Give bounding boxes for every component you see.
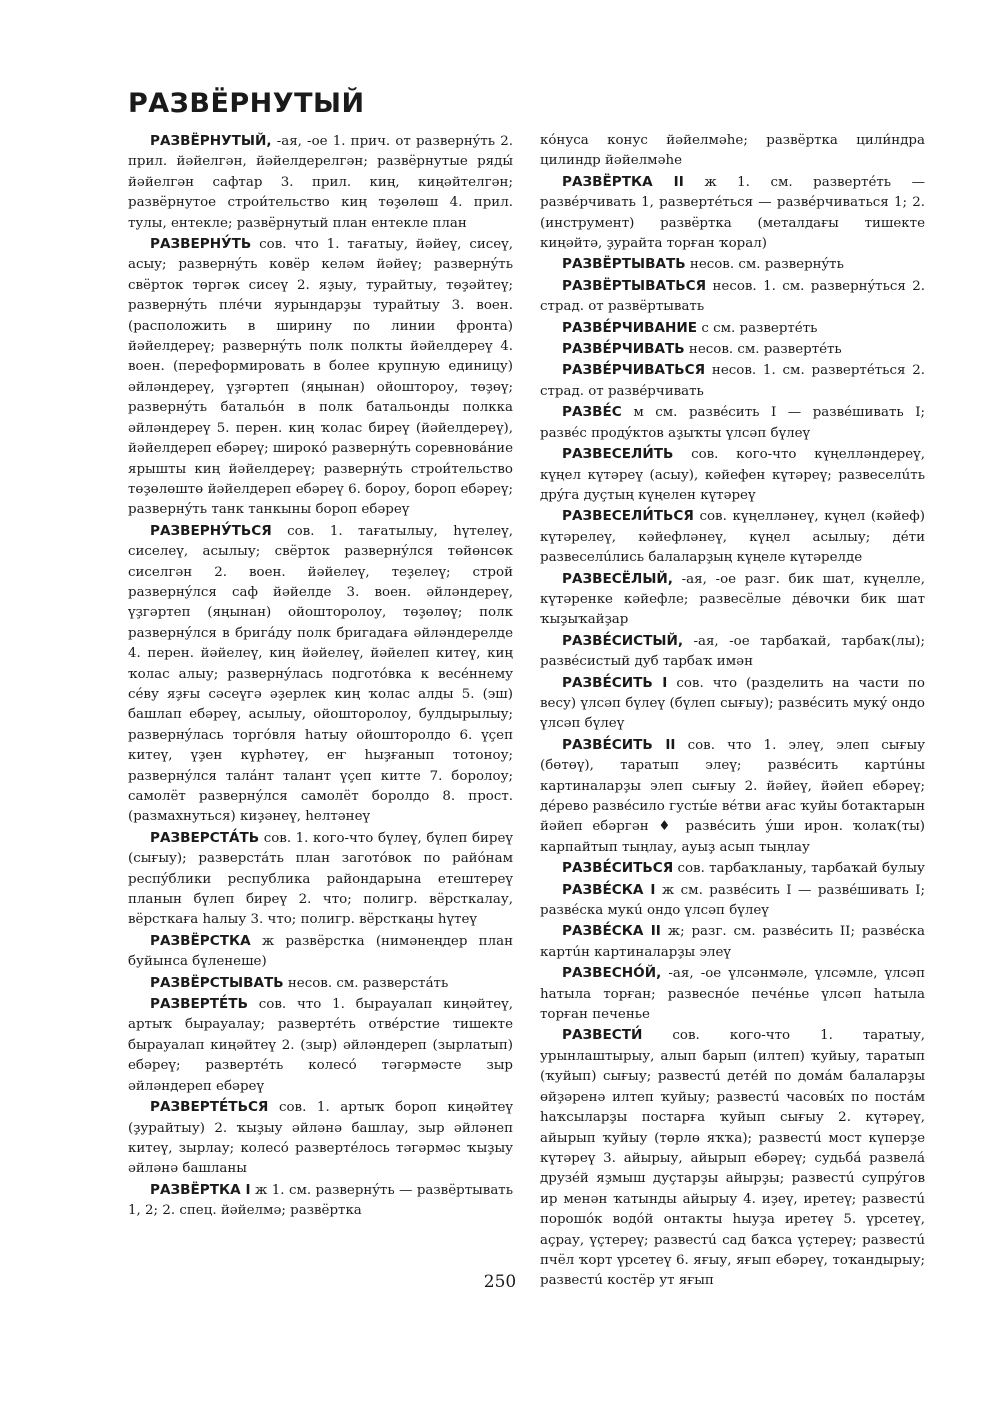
dictionary-entry [128, 931, 513, 973]
entry-definition: сов. кого-что күңелләндереү, күңел күтәреү (асыу), кәйефен күтәреү; развеселúть дрýга дуҫтың күңелен күтәреү [540, 447, 925, 503]
entry-definition: кóнуса конус йәйелмәһе; развёртка цили́ндра цилиндр йәйелмәһе [540, 133, 925, 169]
dictionary-entry [128, 131, 513, 234]
entry-definition: сов. 1. артыҡ бороп киңәйтеү (ҙурайтыу) 2. ҡыҙыу әйләнә башлау, зыр әйләнеп китеү, зырлау; колесó развертéлось тәгәрмәс ҡыҙыу әйләнә башланы [128, 1100, 513, 1177]
dictionary-entry [540, 444, 925, 506]
entry-definition: -ая, -ое 1. прич. от развернýть 2. прил. йәйелгән, йәйелдерелгән; развёрнутые ряды́ йәйелгән сафтар 3. прил. киң, киңәйтелгән; развёрнутое строи́тельство киң төҙөлөш 4. прил. тулы, ентекле; развёрнутый план ентекле план [128, 134, 513, 231]
dictionary-entry [540, 318, 925, 339]
dictionary-entry [540, 1025, 925, 1291]
entry-headword: РАЗВЁРТКА II [562, 173, 684, 190]
dictionary-entry [128, 828, 513, 931]
right-column [540, 131, 925, 1292]
page-number: 250 [483, 1272, 517, 1292]
entry-definition: ж 1. см. развернýть — развёртывать 1, 2; 2. спец. йәйелмә; развёртка [128, 1182, 514, 1219]
entry-definition: ж 1. см. развертéть — развéрчивать 1, развертéться — развéрчиваться 1; 2. (инструмент) развёртка (металдағы тишекте киңәйтә, ҙурайта торған ҡорал) [540, 174, 925, 252]
entry-definition: ж; разг. см. развéсить II; развéска картúн картиналарҙы элеү [540, 924, 926, 960]
entry-headword: РАЗВЁРСТЫВАТЬ [150, 974, 284, 991]
entry-definition: -ая, -ое үлсәнмәле, үлсәмле, үлсәп һатыла торған; развеснóе печéнье үлсәп һатыла торған печенье [540, 966, 926, 1023]
dictionary-entry [128, 1097, 513, 1180]
entry-definition: сов. что 1. бырауалап киңәйтеү, артыҡ бырауалау; развертéть отвéрстие тишекте бырауалап киңәйтеү 2. (зыр) әйләндереп (зырлатып) ебәреү; развертéть колесó тәгәрмәсте зыр әйләндереп ебәреү [128, 997, 513, 1094]
entry-definition: сов. күңелләнеү, күңел (кәйеф) күтәрелеү, кәйефләнеү, күңел асылыу; дéти развеселúлись балаларҙың күңеле күтәрелде [540, 509, 926, 566]
entry-definition: м см. развéсить I — развéшивать I; развéс продýктов аҙыҡты үлсәп бүлеү [540, 405, 925, 441]
entry-headword: РАЗВЕ́СКА II [562, 923, 661, 940]
entry-headword: РАЗВЕ́СИТЬ I [562, 674, 668, 691]
dictionary-entry [540, 880, 925, 922]
entry-headword: РАЗВЕ́С [562, 404, 622, 421]
entry-definition: сов. 1. тағатылыу, һүтелеү, сиселеү, асылыу; свёрток развернýлся төйөнсөк сиселгән 2. воен. йәйелеү, теҙелеү; строй развернýлся саф йәйелде 3. воен. әйләндереү, үҙгәртеп (яңынан) ойошторолоу, төҙөлөү; полк развернýлся в бригáду полк бригадаға әйләндерелде 4. перен. йәйелеү, киң йәйелеү, йәйелеп китеү, киң ҡолас алыу; развернýлась подготóвка к весéннему сéву яҙғы сәсеүгә әҙерлек киң ҡолас алды 5. (эш) башлап ебәреү, асылыу, ойошторолоу, булдырылыу; развернýлась торгóвля һатыу ойошторолдо 6. үҫеп китеү, үҙен күрһәтеү, еҥ һыҙғанып тотоноу; развернýлся талáнт талант үҫеп китте 7. боролоу; самолёт развернýлся самолёт боролдо 8. прост. (размахнуться) киҙәнеү, һелтәнеү [128, 523, 513, 825]
entry-definition: несов. 1. см. развернýться 2. страд. от развёртывать [540, 278, 925, 315]
dictionary-entry [540, 735, 925, 858]
entry-definition: несов. см. разверстáть [287, 975, 449, 991]
entry-headword: РАЗВЁРНУТЫЙ, [150, 133, 272, 149]
entry-definition: сов. что 1. элеү, элеп сығыу (бөтөү), таратып элеү; развéсить картúны картиналарҙы элеп сығыу 2. йәйеү, йәйеп ебәреү; дéрево развéсило густы́е вéтви ағас ҡуйы ботактарын йәйеп ебәргән ♦ развéсить ýши ирон. ҡолаҡ(ты) карпайтып тыңлау, ауыҙ асып тыңлау [540, 737, 925, 855]
entry-headword: РАЗВЕ́РЧИВАТЬ [562, 341, 685, 358]
entry-definition: -ая, -ое разг. бик шат, күңелле, күтәренке кәйефле; развесёлые дéвочки бик шат ҡыҙыҡайҙар [540, 571, 925, 628]
entry-definition: несов. см. развернýть [689, 257, 844, 273]
dictionary-entry [128, 234, 513, 521]
entry-headword: РАЗВЕРНУ́ТЬ [150, 236, 252, 253]
entry-headword: РАЗВЕРСТА́ТЬ [150, 829, 260, 846]
entry-headword: РАЗВЁРСТКА [150, 932, 251, 949]
entry-headword: РАЗВЕСНО́Й, [562, 965, 662, 982]
entry-headword: РАЗВЕСТИ́ [562, 1027, 643, 1044]
entry-headword: РАЗВЕ́СИТЬСЯ [562, 860, 674, 877]
dictionary-entry [540, 631, 925, 673]
page-header: РАЗВЁРНУТЫЙ [128, 88, 365, 119]
entry-definition: -ая, -ое тарбаҡай, тарбаҡ(лы); развéсистый дуб тарбаҡ имән [540, 633, 925, 670]
entry-headword: РАЗВЕСЕЛИ́ТЬ [562, 446, 674, 463]
entry-headword: РАЗВЕ́РЧИВАТЬСЯ [562, 362, 706, 379]
entry-headword: РАЗВЕРТЕ́ТЬ [150, 996, 248, 1013]
entry-headword: РАЗВЕСЁЛЫЙ, [562, 570, 673, 587]
entry-definition: сов. тарбаҡланыу, тарбаҡай булыу [677, 861, 925, 877]
dictionary-entry [540, 963, 925, 1025]
dictionary-entry [128, 973, 513, 994]
entry-headword: РАЗВЕ́РЧИВАНИЕ [562, 319, 698, 336]
entry-headword: РАЗВЕРНУ́ТЬСЯ [150, 522, 272, 539]
dictionary-entry [128, 1180, 513, 1222]
entry-definition: сов. 1. кого-что бүлеү, бүлеп биреү (сығыу); разверстáть план заготóвок по райóнам респýблики республика райондарына етештереү планын бүлеп биреү 2. что; полигр. вёрсткалау, вёрсткаға һалыу 3. что; полигр. вёрсткаңы һүтеү [128, 830, 513, 928]
dictionary-entry [540, 673, 925, 735]
entry-headword: РАЗВЁРТКА I [150, 1181, 251, 1198]
dictionary-entry [128, 521, 513, 828]
entry-headword: РАЗВЁРТЫВАТЬ [562, 256, 686, 273]
entry-headword: РАЗВЕ́СИТЬ II [562, 736, 676, 753]
dictionary-entry [540, 921, 925, 963]
dictionary-entry [540, 506, 925, 568]
dictionary-entry [540, 172, 925, 255]
entry-definition: сов. что 1. тағатыу, йәйеү, сисеү, асыу; развернýть ковёр келәм йәйеү; развернýть свёрток төргәк сисеү 2. яҙыу, турайтыу, төҙәйтеү; развернýть плéчи яурындарҙы турайтыу 3. воен. (расположить в ширину по линии фронта) йәйелдереү; развернýть полк полкты йәйелдереү 4. воен. (переформировать в более крупную единицу) әйләндереү, үҙгәртеп (яңынан) ойоштороу, төҙөү; развернýть батальóн в полк батальонды полкка әйләндереү 5. перен. киң ҡолас биреү (йәйелдереү), йәйелдереп ебәреү; широкó развернýть соревновáние ярышты киң йәйелдереү; развернýть строи́тельство төҙөлөштө йәйелдереп ебәреү 6. бороу, бороп ебәреү; развернýть танк танкыны бороп ебәреү [128, 237, 513, 518]
dictionary-entry [128, 994, 513, 1097]
dictionary-entry [540, 569, 925, 631]
entry-definition: с см. развертéть [701, 320, 818, 336]
entry-definition: несов. 1. см. развертéться 2. страд. от развéрчивать [540, 363, 925, 399]
dictionary-entry [540, 858, 925, 879]
entry-definition: несов. см. развертéть [688, 342, 842, 358]
dictionary-entry [540, 276, 925, 318]
entry-headword: РАЗВЁРТЫВАТЬСЯ [562, 277, 707, 294]
dictionary-entry [540, 360, 925, 402]
left-column [128, 131, 513, 1222]
entry-headword: РАЗВЕ́СИСТЫЙ, [562, 632, 684, 649]
dictionary-entry [540, 131, 925, 172]
entry-headword: РАЗВЕСЕЛИ́ТЬСЯ [562, 508, 694, 525]
dictionary-entry [540, 402, 925, 444]
entry-definition: ж см. развéсить I — развéшивать I; развéска мукú ондо үлсәп бүлеү [540, 882, 926, 919]
dictionary-entry [540, 339, 925, 360]
entry-headword: РАЗВЕРТЕ́ТЬСЯ [150, 1099, 269, 1116]
entry-definition: сов. что (разделить на части по весу) үлсәп бүлеү (бүлеп сығыу); развéсить мукý ондо үлсәп бүлеү [540, 675, 925, 732]
dictionary-entry [540, 254, 925, 275]
entry-definition: сов. кого-что 1. таратыу, урынлаштырыу, алып барып (илтеп) ҡуйыу, таратып (ҡуйып) сығыу; развестú детéй по домáм балаларҙы өйҙәренә илтеп ҡуйыу; развестú часовы́х по постáм һаҡсыларҙы постарға ҡуйып сығыу 2. күтәреү, айырып ҡуйыу (төрлө яҡҡа); развестú мост күперҙе күтәреү 3. айырыу, айырып ебәреү; судьбá развелá друзéй яҙмыш дуҫтарҙы айырҙы; развестú супрýгов ир менән ҡатынды айырыу 4. иҙеү, иретеү; развестú порошóк водóй онтакты һыуҙа иретеү 5. үрсетеү, аҫрау, үҫтереү; развестú сад баҡса үҫтереү; развестú пчёл ҡорт үрсетеү 6. яғыу, яғып ебәреү, тоҡандырыу; развестú костёр ут яғып [540, 1028, 925, 1289]
entry-headword: РАЗВЕ́СКА I [562, 881, 656, 898]
entry-definition: ж развёрстка (нимәнеңдер план буйынса бүленеше) [128, 933, 514, 970]
